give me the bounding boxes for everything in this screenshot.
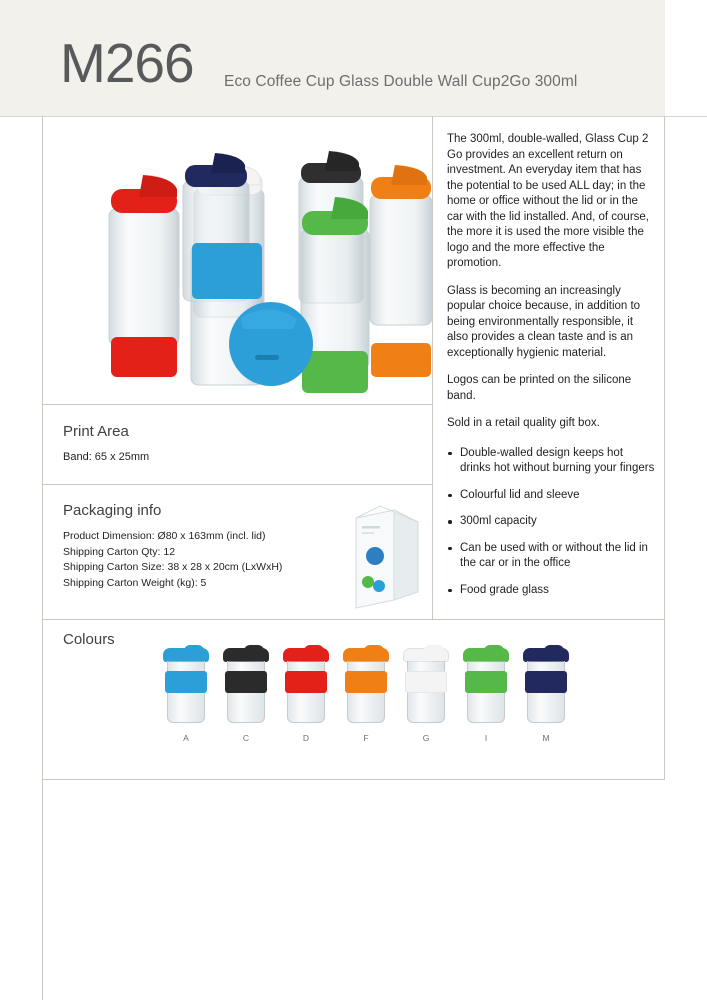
lid-tab-icon bbox=[544, 645, 564, 654]
colour-code: D bbox=[302, 733, 310, 743]
colour-code: A bbox=[183, 733, 189, 743]
colours-heading: Colours bbox=[63, 631, 115, 648]
silicone-band bbox=[405, 671, 447, 693]
silicone-band bbox=[465, 671, 507, 693]
lid-tab-icon bbox=[304, 645, 324, 654]
page-title: Eco Coffee Cup Glass Double Wall Cup2Go 300ml bbox=[224, 73, 578, 90]
print-area-detail: Band: 65 x 25mm bbox=[63, 451, 150, 463]
lid-tab-icon bbox=[184, 645, 204, 654]
product-photo-illustration bbox=[43, 117, 432, 404]
silicone-band bbox=[345, 671, 387, 693]
colour-code: C bbox=[242, 733, 250, 743]
colour-code: F bbox=[363, 733, 369, 743]
list-item: Food grade glass bbox=[447, 583, 655, 599]
description-paragraph-1: The 300ml, double-walled, Glass Cup 2 Go provides an excellent return on investment. An everyday item that has the potential to be used ALL day; in the home or office without the lid or in the car with the lid installed. And, of course, the more it is used the more visible the logo and the more effective the promotion. bbox=[447, 133, 649, 269]
print-area-divider bbox=[42, 484, 432, 485]
header-right-margin bbox=[665, 0, 707, 116]
silicone-band bbox=[165, 671, 207, 693]
colour-code: I bbox=[484, 733, 488, 743]
list-item: Can be used with or without the lid in the car or in the office bbox=[447, 541, 655, 572]
packaging-line: Shipping Carton Qty: 12 bbox=[63, 545, 176, 558]
lid-tab-icon bbox=[244, 645, 264, 654]
lid-tab-icon bbox=[484, 645, 504, 654]
gift-box-illustration bbox=[348, 496, 426, 614]
product-photo bbox=[43, 117, 432, 404]
colour-code: M bbox=[542, 733, 550, 743]
silicone-band bbox=[225, 671, 267, 693]
packaging-line: Product Dimension: Ø80 x 163mm (incl. lid) bbox=[63, 530, 266, 542]
silicone-band bbox=[525, 671, 567, 693]
packaging-heading: Packaging info bbox=[63, 502, 162, 519]
silicone-band bbox=[285, 671, 327, 693]
colour-code: G bbox=[422, 733, 430, 743]
list-item: 300ml capacity bbox=[447, 514, 655, 530]
packaging-details bbox=[63, 529, 343, 591]
description-paragraph-2: Glass is becoming an increasingly popular choice because, in addition to being environmentally responsible, it also provides a clean taste and is an exceptionally hygienic material. bbox=[447, 284, 641, 359]
lid-tab-icon bbox=[424, 645, 444, 654]
product-code: M266 bbox=[60, 32, 194, 94]
description-column bbox=[447, 132, 655, 609]
packaging-line: Shipping Carton Size: 38 x 28 x 20cm (LxWxH) bbox=[63, 561, 283, 573]
column-divider bbox=[432, 116, 433, 620]
packaging-line: Shipping Carton Weight (kg): 5 bbox=[63, 576, 207, 589]
lid-tab-icon bbox=[364, 645, 384, 654]
description-paragraph-3: Logos can be printed on the silicone band. bbox=[447, 374, 632, 402]
colour-swatch-row bbox=[160, 645, 560, 775]
list-item: Double-walled design keeps hot drinks hot without burning your fingers bbox=[447, 446, 655, 477]
list-item: Colourful lid and sleeve bbox=[447, 488, 655, 504]
description-paragraph-4: Sold in a retail quality gift box. bbox=[447, 417, 600, 429]
gift-box-image bbox=[348, 496, 426, 614]
feature-list bbox=[447, 446, 655, 599]
photo-divider bbox=[42, 404, 432, 405]
print-area-heading: Print Area bbox=[63, 423, 129, 440]
